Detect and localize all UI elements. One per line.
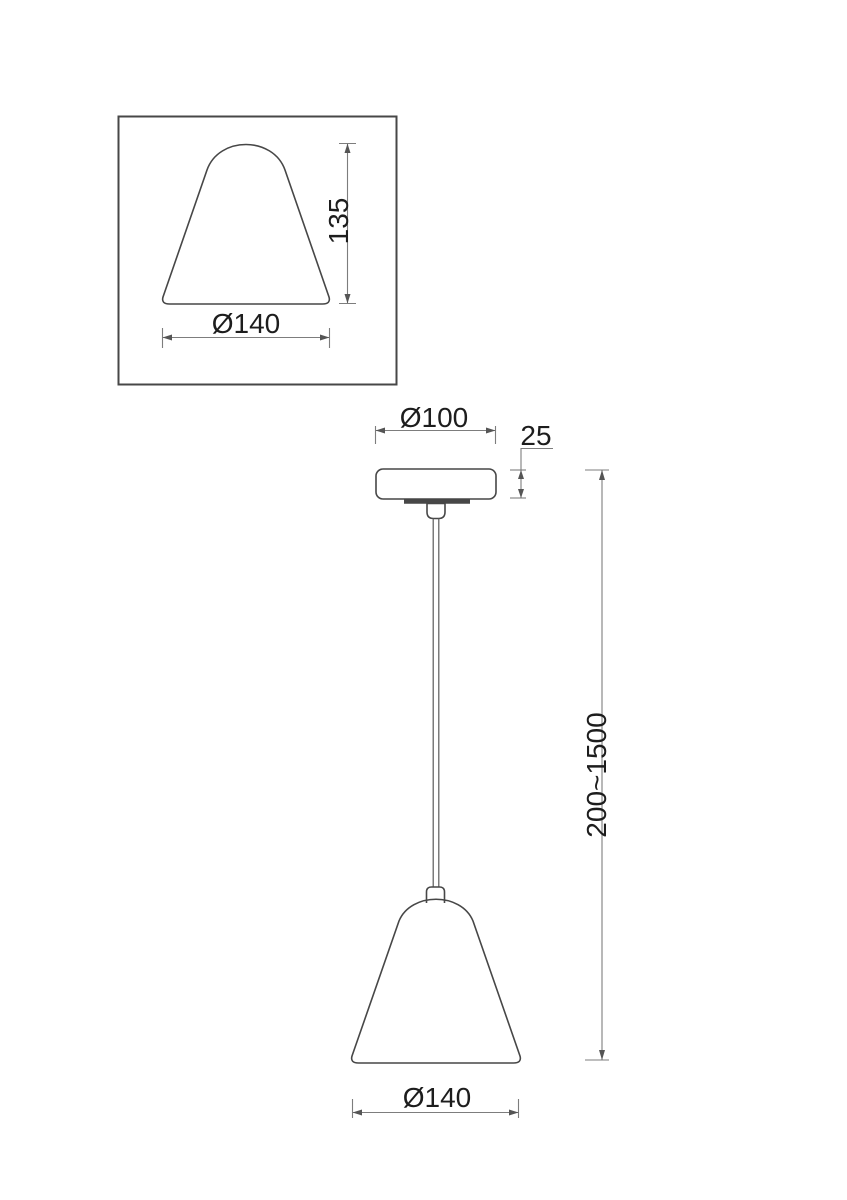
shade-diameter-arrow-right <box>509 1110 519 1116</box>
canopy-cord-grip <box>427 504 445 519</box>
canopy-height-label: 25 <box>520 420 552 451</box>
suspension-length-label: 200~1500 <box>581 712 612 838</box>
detail-view <box>119 117 397 385</box>
detail-height-arrow-top <box>345 144 351 154</box>
canopy-height-arrow-top <box>518 470 524 479</box>
detail-view-border <box>119 117 397 385</box>
detail-height-label: 135 <box>323 197 354 245</box>
canopy-height-arrow-bottom <box>518 489 524 498</box>
suspension-length-dimension <box>581 470 612 1060</box>
canopy-diameter-label: Ø100 <box>399 402 469 433</box>
detail-diameter-arrow-left <box>163 335 173 341</box>
shade-diameter-arrow-left <box>353 1110 363 1116</box>
canopy-diameter-arrow-right <box>486 428 496 434</box>
shade-cord-grip <box>427 887 445 903</box>
suspension-length-arrow-top <box>599 470 605 480</box>
canopy-height-dimension <box>510 420 553 498</box>
detail-diameter-label: Ø140 <box>211 308 281 339</box>
main-view <box>352 402 612 1118</box>
detail-height-arrow-bottom <box>345 294 351 304</box>
detail-height-dimension <box>323 144 356 304</box>
shade-assembly <box>352 887 521 1063</box>
shade-outline <box>352 899 521 1063</box>
shade-diameter-dimension <box>353 1082 519 1118</box>
detail-shade-outline <box>163 145 330 305</box>
detail-diameter-dimension <box>163 308 330 348</box>
suspension-cord <box>433 519 439 888</box>
canopy-height-leader <box>521 449 553 499</box>
detail-diameter-arrow-right <box>320 335 330 341</box>
canopy-diameter-dimension <box>376 402 496 444</box>
shade-diameter-label: Ø140 <box>402 1082 472 1113</box>
ceiling-canopy <box>376 469 496 519</box>
canopy-outline <box>376 469 496 499</box>
suspension-length-arrow-bottom <box>599 1050 605 1060</box>
canopy-diameter-arrow-left <box>376 428 386 434</box>
